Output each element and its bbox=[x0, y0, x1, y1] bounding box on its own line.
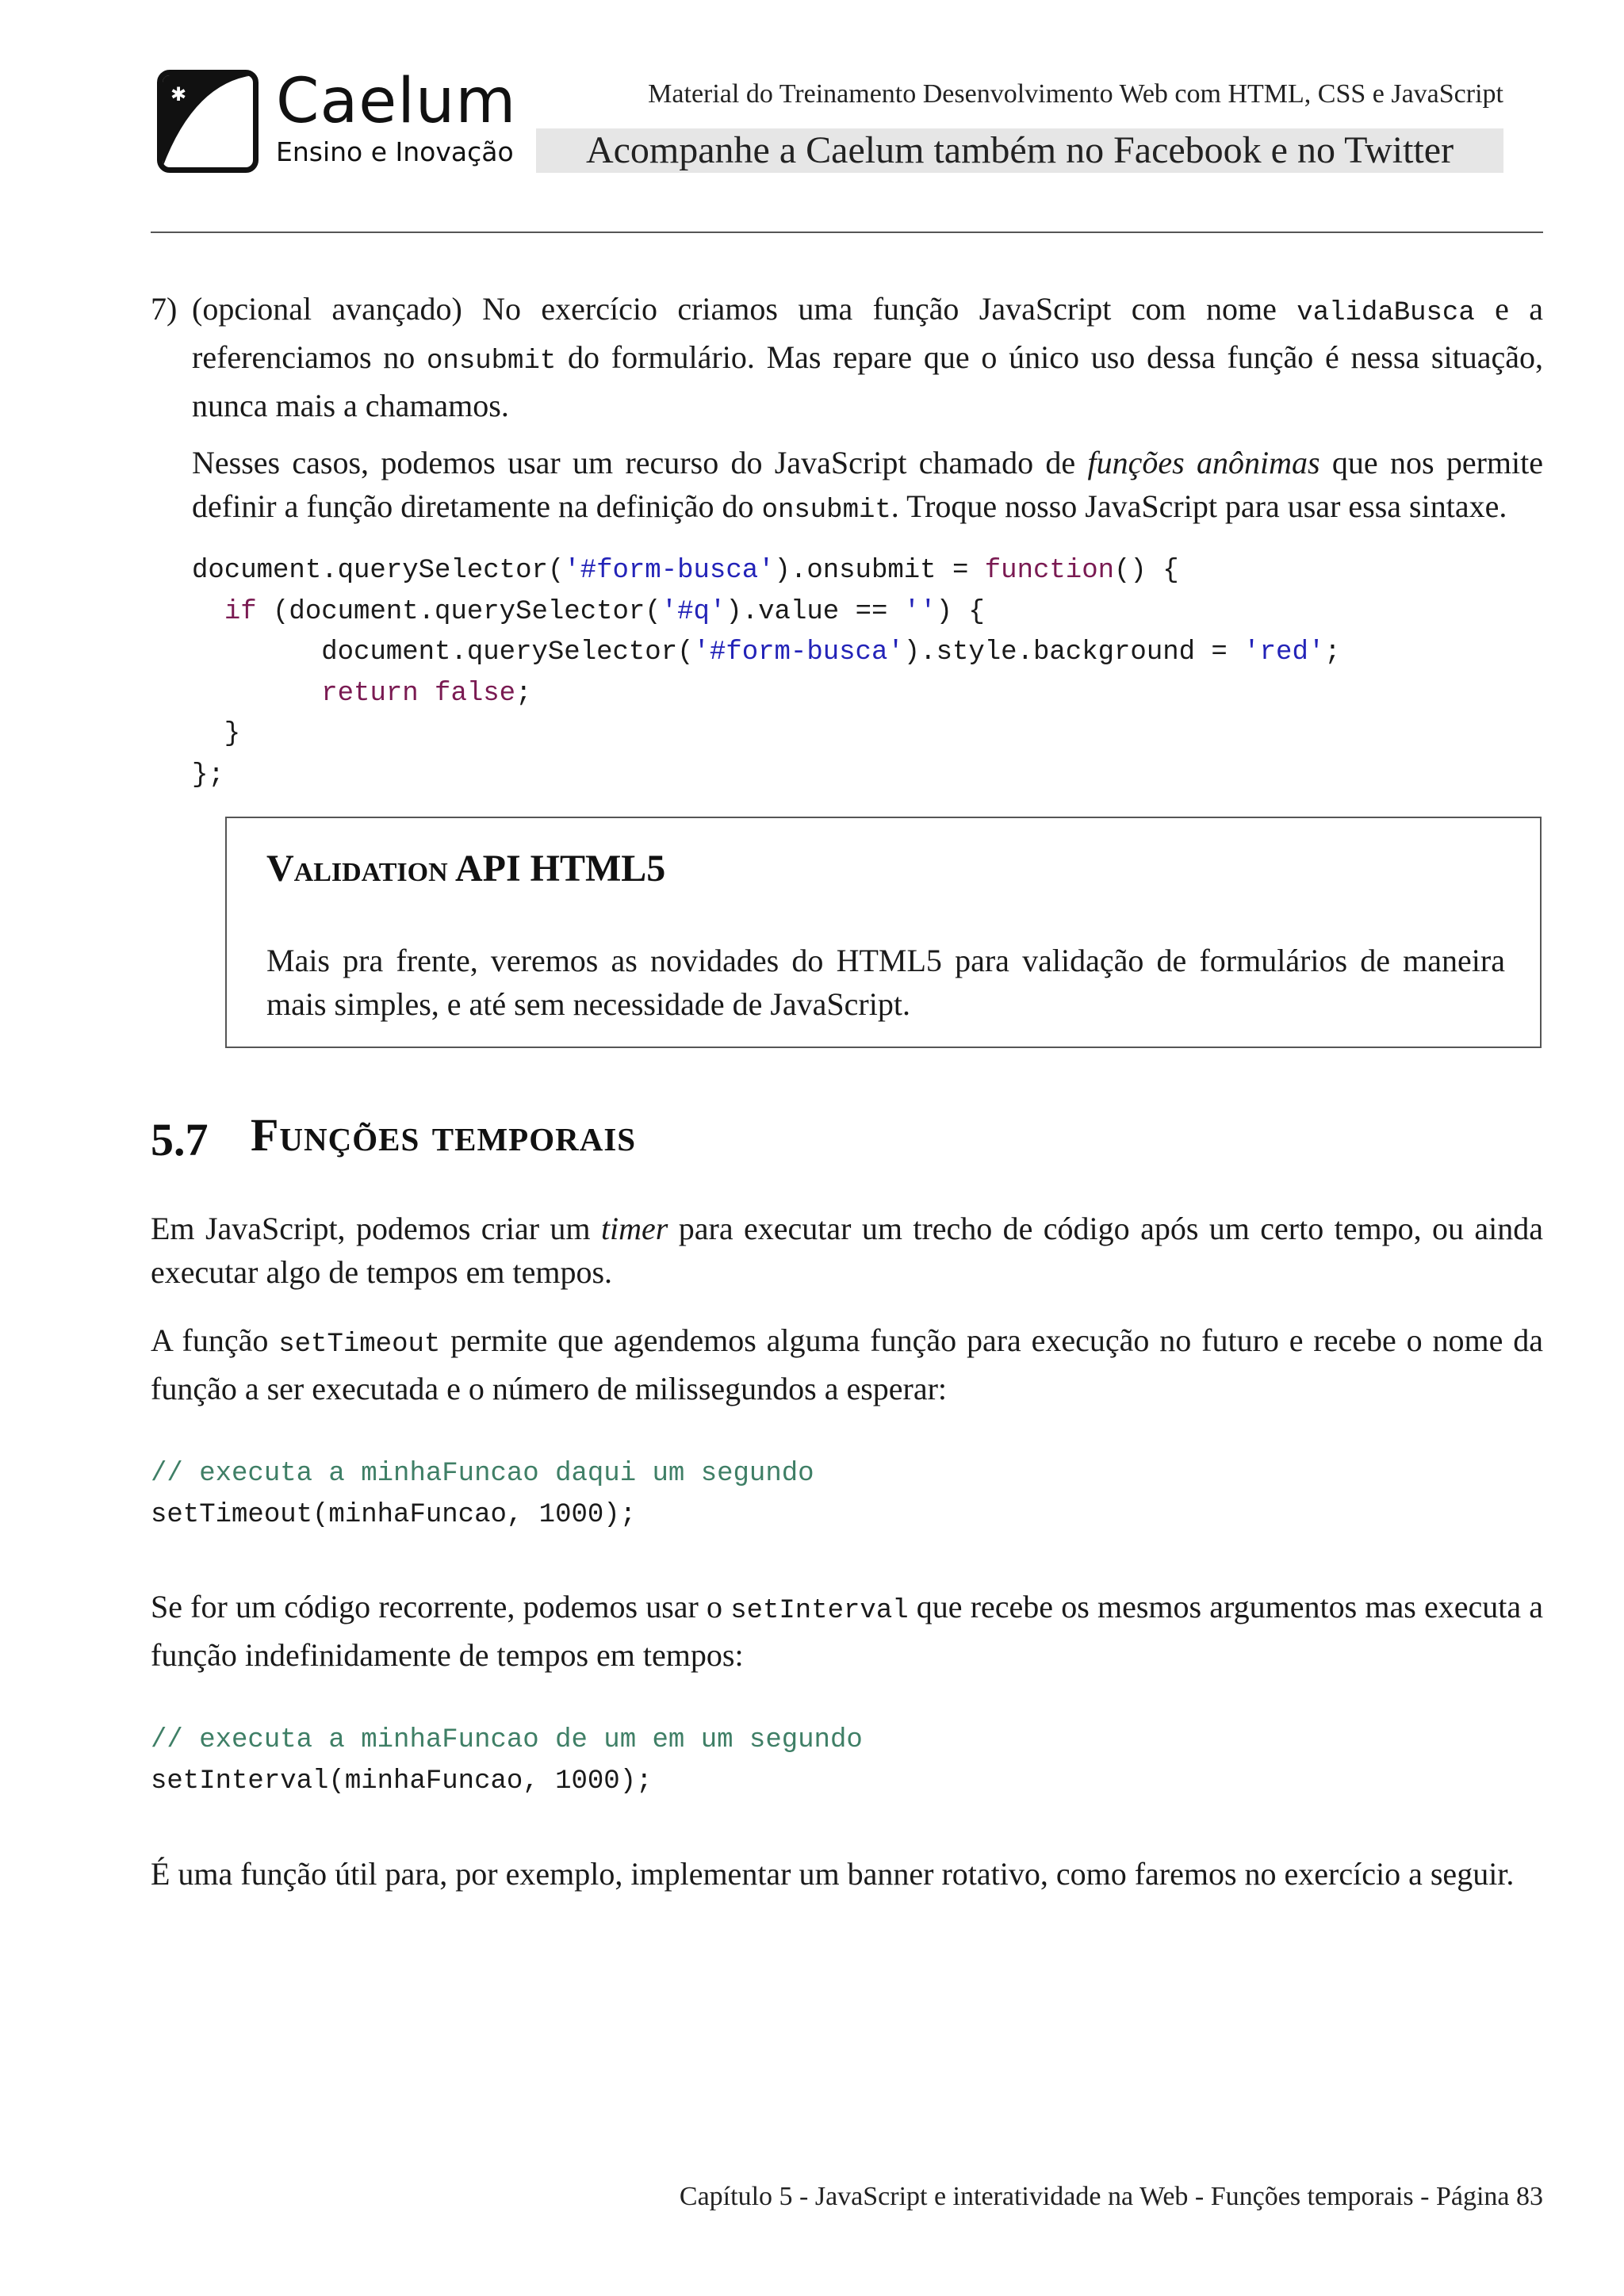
note-title: Validation API HTML5 bbox=[266, 848, 666, 890]
header-divider bbox=[151, 232, 1543, 233]
exercise-item bbox=[151, 287, 1543, 427]
logo-tagline: Ensino e Inovação bbox=[276, 136, 514, 167]
caelum-logo-mark-icon bbox=[157, 70, 259, 173]
exercise-number: 7) bbox=[151, 291, 178, 327]
code-block-setinterval: // executa a minhaFuncao de um em um segundo setInterval(minhaFuncao, 1000); bbox=[151, 1725, 863, 1797]
exercise-paragraph-2: Nesses casos, podemos usar um recurso do JavaScript chamado de funções anônimas que nos permite definir a função diretamente na definição do onsubmit. Troque nosso JavaScript para usar essa sintaxe. bbox=[192, 445, 1543, 526]
note-body: Mais pra frente, veremos as novidades do HTML5 para validação de formulários de maneira mais simples, e até sem necessidade de JavaScript. bbox=[266, 943, 1505, 1022]
code-block-anonymous-function: document.querySelector('#form-busca').onsubmit = function() { if (document.querySelector('#q').value == '') { document.querySelector('#form-busca').style.background = 'red'; return false; } }; bbox=[192, 556, 1341, 790]
code-block-settimeout: // executa a minhaFuncao daqui um segundo setTimeout(minhaFuncao, 1000); bbox=[151, 1459, 814, 1530]
page-footer: Capítulo 5 - JavaScript e interatividade na Web - Funções temporais - Página 83 bbox=[679, 2182, 1543, 2211]
paragraph-setinterval: Se for um código recorrente, podemos usar o setInterval que recebe os mesmos argumentos mas executa a função indefinidamente de tempos em tempos: bbox=[151, 1589, 1543, 1673]
header-course-title: Material do Treinamento Desenvolvimento Web com HTML, CSS e JavaScript bbox=[648, 79, 1503, 109]
caelum-logo bbox=[157, 66, 517, 173]
section-number: 5.7 bbox=[151, 1114, 209, 1165]
exercise-paragraph-1: (opcional avançado) No exercício criamos uma função JavaScript com nome validaBusca e a referenciamos no onsubmit do formulário. Mas repare que o único uso dessa função é nessa situação, nunca mais a chamamos. bbox=[192, 291, 1543, 423]
paragraph-timer-intro: Em JavaScript, podemos criar um timer para executar um trecho de código após um certo tempo, ou ainda executar algo de tempos em tempos. bbox=[151, 1211, 1543, 1290]
paragraph-banner-usage: É uma função útil para, por exemplo, implementar um banner rotativo, como faremos no exercício a seguir. bbox=[151, 1856, 1515, 1892]
logo-name: Caelum bbox=[276, 66, 517, 137]
svg-text:✱: ✱ bbox=[170, 83, 187, 105]
paragraph-settimeout: A função setTimeout permite que agendemos alguma função para execução no futuro e recebe o nome da função a ser executada e o número de milissegundos a esperar: bbox=[151, 1322, 1543, 1406]
header-social-banner: Acompanhe a Caelum também no Facebook e no Twitter bbox=[536, 128, 1503, 173]
section-title: Funções temporais bbox=[251, 1109, 637, 1161]
note-box bbox=[225, 817, 1542, 1048]
